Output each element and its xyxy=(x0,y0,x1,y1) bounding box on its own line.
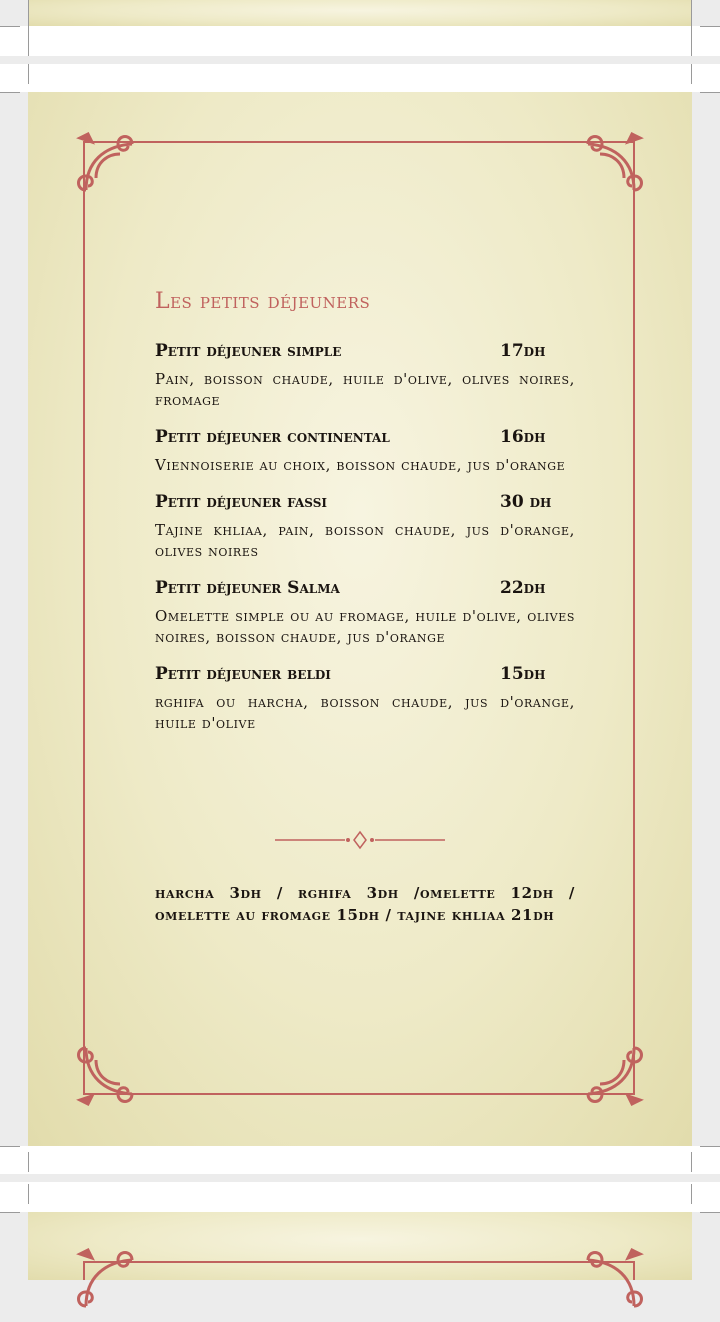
menu-item-price: 30 dh xyxy=(500,492,552,512)
menu-item xyxy=(155,339,575,411)
crop-mark xyxy=(0,1146,20,1147)
menu-item-name: Petit déjeuner simple xyxy=(155,341,342,361)
page-gap xyxy=(0,1146,720,1174)
next-page-fragment xyxy=(28,1212,692,1280)
decorative-border xyxy=(83,1261,635,1280)
crop-mark xyxy=(0,1212,20,1213)
menu-item xyxy=(155,662,575,734)
menu-item-price: 16dh xyxy=(500,427,546,447)
crop-mark xyxy=(700,26,720,27)
corner-scroll-icon xyxy=(74,132,144,202)
menu-page xyxy=(28,92,692,1146)
crop-mark xyxy=(700,92,720,93)
corner-scroll-icon xyxy=(74,1248,144,1318)
menu-item-name: Petit déjeuner continental xyxy=(155,427,390,447)
crop-mark xyxy=(700,1146,720,1147)
menu-item xyxy=(155,490,575,562)
menu-item-price: 22dh xyxy=(500,578,546,598)
crop-mark xyxy=(28,1184,29,1204)
menu-item-description: Pain, boisson chaude, huile d'olive, olives noires, fromage xyxy=(155,370,575,409)
menu-item-name: Petit déjeuner Salma xyxy=(155,578,340,598)
crop-mark xyxy=(0,26,20,27)
menu-item-description: Omelette simple ou au fromage, huile d'olive, olives noires, boisson chaude, jus d'orange xyxy=(155,607,575,646)
ornamental-divider xyxy=(275,830,445,850)
menu-content xyxy=(155,287,575,748)
page-gap xyxy=(0,64,720,92)
menu-item xyxy=(155,576,575,648)
menu-item-price: 17dh xyxy=(500,341,546,361)
extras-list: harcha 3dh / rghifa 3dh /omelette 12dh / omelette au fromage 15dh / tajine khliaa 21dh xyxy=(155,884,575,924)
menu-item-name: Petit déjeuner beldi xyxy=(155,664,331,684)
previous-page-fragment xyxy=(28,0,692,26)
menu-title: Les petits déjeuners xyxy=(155,289,371,314)
menu-item xyxy=(155,425,575,476)
crop-mark xyxy=(691,1152,692,1172)
crop-mark xyxy=(0,92,20,93)
crop-mark xyxy=(700,1212,720,1213)
corner-scroll-icon xyxy=(74,1036,144,1106)
crop-mark xyxy=(28,1152,29,1172)
crop-mark xyxy=(691,0,692,56)
crop-mark xyxy=(691,1184,692,1204)
crop-mark xyxy=(28,0,29,56)
menu-item-price: 15dh xyxy=(500,664,546,684)
menu-item-name: Petit déjeuner fassi xyxy=(155,492,327,512)
menu-item-description: Tajine khliaa, pain, boisson chaude, jus d'orange, olives noires xyxy=(155,521,575,560)
crop-mark xyxy=(691,64,692,84)
page-gap xyxy=(0,1182,720,1212)
corner-scroll-icon xyxy=(576,1248,646,1318)
corner-scroll-icon xyxy=(576,1036,646,1106)
menu-item-description: Viennoiserie au choix, boisson chaude, jus d'orange xyxy=(155,456,566,474)
page-gap xyxy=(0,26,720,56)
corner-scroll-icon xyxy=(576,132,646,202)
menu-item-description: rghifa ou harcha, boisson chaude, jus d'orange, huile d'olive xyxy=(155,693,575,732)
crop-mark xyxy=(28,64,29,84)
